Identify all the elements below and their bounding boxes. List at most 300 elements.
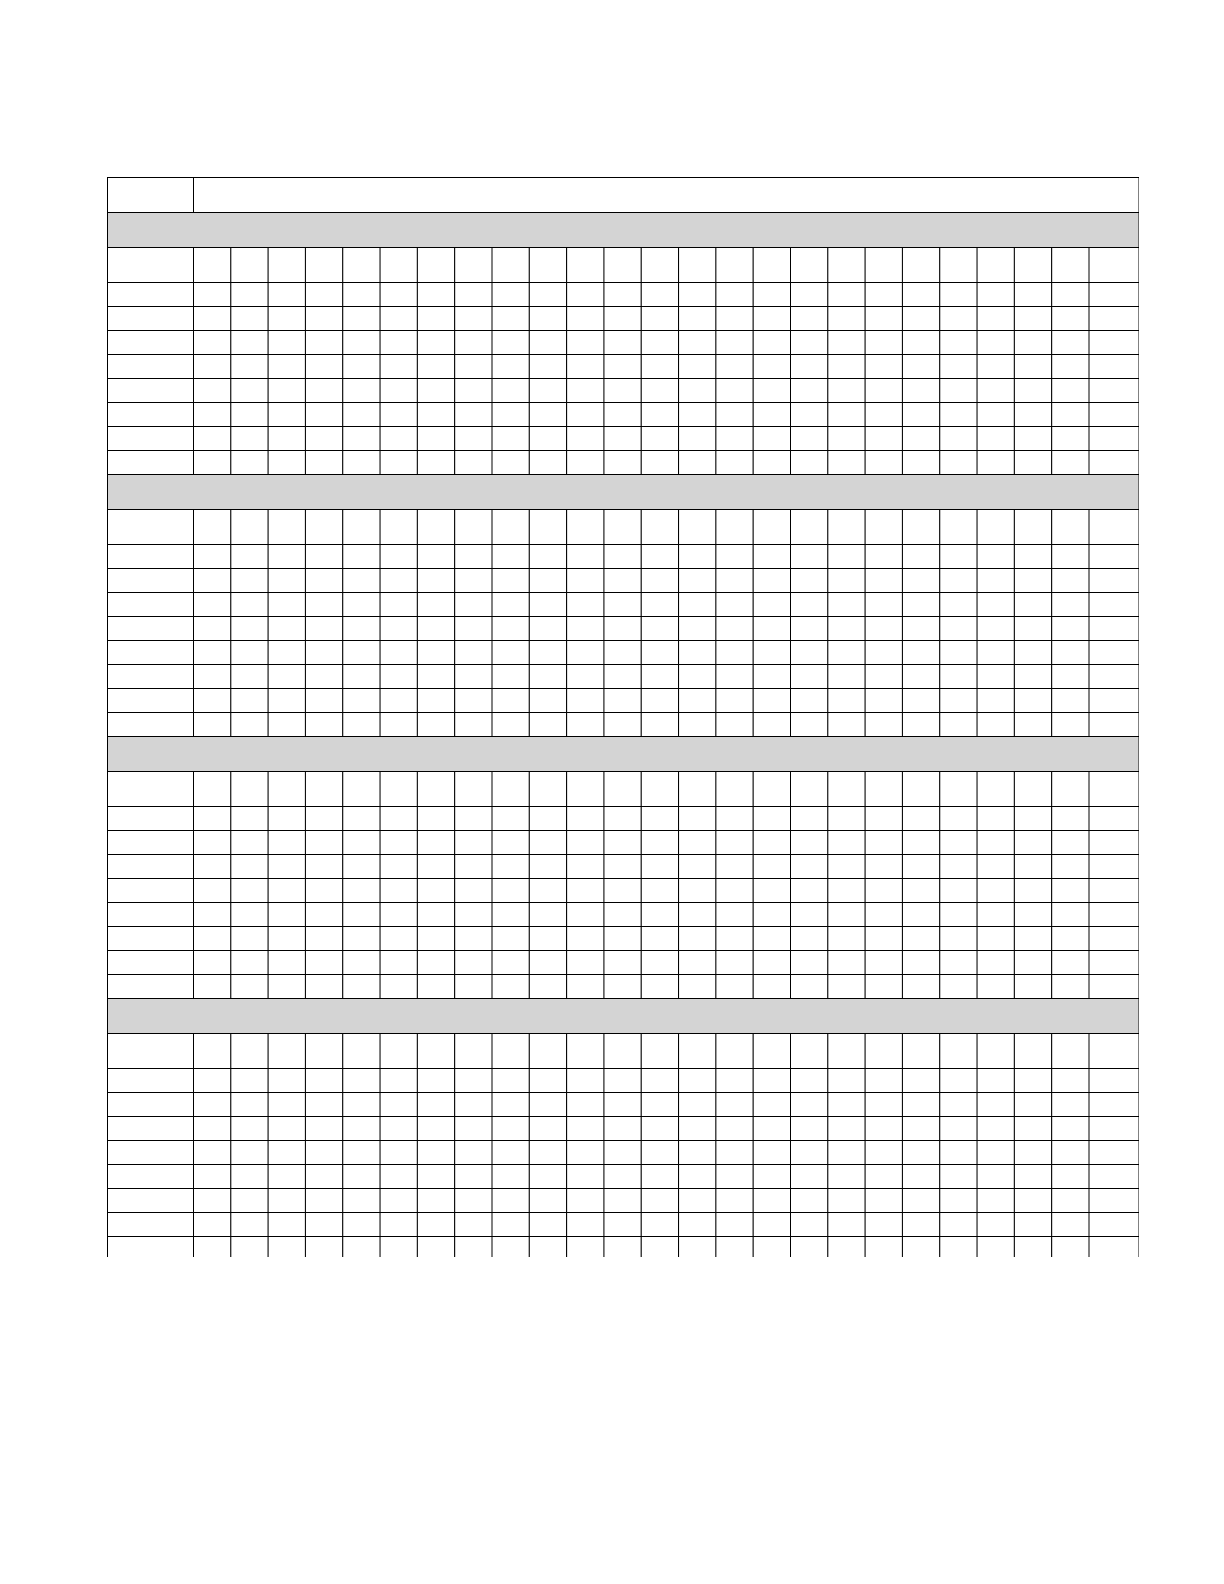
- grid-cell: [231, 975, 268, 999]
- grid-cell: [791, 1165, 828, 1189]
- grid-cell: [977, 831, 1014, 855]
- grid-cell: [380, 307, 417, 331]
- grid-cell: [753, 807, 790, 831]
- grid-cell: [977, 665, 1014, 689]
- grid-cell: [417, 248, 454, 283]
- grid-cell: [679, 713, 716, 737]
- grid-cell: [380, 283, 417, 307]
- grid-cell: [753, 331, 790, 355]
- grid-cell: [679, 545, 716, 569]
- grid-cell: [679, 427, 716, 451]
- grid-cell: [1052, 903, 1089, 927]
- grid-cell: [194, 593, 231, 617]
- grid-cell: [641, 617, 678, 641]
- section-band-4: [108, 999, 1140, 1034]
- grid-cell: [492, 1093, 529, 1117]
- grid-cell: [679, 1034, 716, 1069]
- grid-cell: [1014, 1117, 1051, 1141]
- grid-cell: [902, 1213, 939, 1237]
- grid-cell: [529, 403, 566, 427]
- grid-cell: [492, 951, 529, 975]
- grid-cell: [529, 248, 566, 283]
- grid-cell: [268, 903, 305, 927]
- grid-cell: [529, 1069, 566, 1093]
- grid-cell: [1014, 807, 1051, 831]
- grid-cell: [194, 1189, 231, 1213]
- grid-cell: [455, 903, 492, 927]
- grid-cell: [417, 593, 454, 617]
- grid-cell: [1052, 1141, 1089, 1165]
- grid-cell: [902, 1034, 939, 1069]
- grid-cell: [641, 879, 678, 903]
- grid-cell: [791, 855, 828, 879]
- grid-cell: [902, 951, 939, 975]
- grid-cell: [679, 569, 716, 593]
- grid-cell: [977, 855, 1014, 879]
- grid-cell: [1052, 451, 1089, 475]
- grid-cell: [380, 713, 417, 737]
- grid-cell: [417, 903, 454, 927]
- grid-cell: [417, 855, 454, 879]
- grid-cell: [940, 569, 977, 593]
- grid-cell: [641, 283, 678, 307]
- grid-cell: [828, 975, 865, 999]
- grid-cell: [343, 1141, 380, 1165]
- grid-cell: [492, 772, 529, 807]
- grid-cell: [940, 713, 977, 737]
- grid-cell: [1052, 855, 1089, 879]
- grid-cell: [380, 248, 417, 283]
- grid-cell: [1014, 593, 1051, 617]
- grid-cell: [529, 903, 566, 927]
- grid-cell: [567, 641, 604, 665]
- grid-cell: [977, 283, 1014, 307]
- grid-cell: [791, 1093, 828, 1117]
- grid-cell: [902, 903, 939, 927]
- grid-cell: [492, 403, 529, 427]
- grid-cell: [679, 403, 716, 427]
- grid-cell: [529, 855, 566, 879]
- grid-cell: [194, 617, 231, 641]
- grid-cell: [529, 807, 566, 831]
- grid-cell: [865, 879, 902, 903]
- grid-cell: [529, 593, 566, 617]
- grid-cell: [940, 927, 977, 951]
- grid-cell: [343, 975, 380, 999]
- grid-cell: [194, 379, 231, 403]
- grid-cell: [791, 1069, 828, 1093]
- grid-cell: [455, 593, 492, 617]
- grid-cell: [753, 713, 790, 737]
- grid-cell: [902, 975, 939, 999]
- row-label-cell: [108, 831, 194, 855]
- grid-cell: [567, 307, 604, 331]
- row-label-cell: [108, 307, 194, 331]
- grid-cell: [828, 772, 865, 807]
- grid-cell: [791, 1117, 828, 1141]
- grid-cell: [641, 427, 678, 451]
- grid-cell: [902, 879, 939, 903]
- grid-cell: [902, 593, 939, 617]
- grid-cell: [529, 355, 566, 379]
- grid-cell: [417, 545, 454, 569]
- grid-cell: [417, 713, 454, 737]
- grid-cell: [305, 379, 342, 403]
- grid-cell: [305, 689, 342, 713]
- grid-cell: [305, 451, 342, 475]
- grid-cell: [343, 927, 380, 951]
- grid-cell: [977, 927, 1014, 951]
- grid-cell: [753, 1141, 790, 1165]
- grid-cell: [1014, 1069, 1051, 1093]
- grid-cell: [828, 1069, 865, 1093]
- grid-cell: [977, 879, 1014, 903]
- grid-cell: [417, 879, 454, 903]
- grid-cell: [529, 617, 566, 641]
- grid-cell: [455, 283, 492, 307]
- grid-cell: [940, 1034, 977, 1069]
- grid-cell: [455, 569, 492, 593]
- grid-cell: [940, 617, 977, 641]
- grid-cell: [194, 569, 231, 593]
- grid-cell: [753, 903, 790, 927]
- grid-cell: [641, 1237, 678, 1258]
- grid-cell: [791, 927, 828, 951]
- grid-cell: [716, 307, 753, 331]
- grid-cell: [194, 307, 231, 331]
- grid-cell: [641, 1093, 678, 1117]
- grid-cell: [194, 1069, 231, 1093]
- grid-cell: [977, 331, 1014, 355]
- grid-cell: [1089, 510, 1139, 545]
- grid-cell: [641, 248, 678, 283]
- grid-cell: [716, 772, 753, 807]
- grid-cell: [753, 451, 790, 475]
- grid-cell: [305, 355, 342, 379]
- grid-cell: [977, 451, 1014, 475]
- grid-cell: [679, 1117, 716, 1141]
- grid-cell: [194, 689, 231, 713]
- grid-cell: [268, 807, 305, 831]
- grid-cell: [268, 283, 305, 307]
- grid-cell: [380, 1093, 417, 1117]
- grid-cell: [380, 427, 417, 451]
- grid-cell: [716, 510, 753, 545]
- grid-cell: [1014, 427, 1051, 451]
- grid-cell: [940, 1189, 977, 1213]
- grid-cell: [343, 379, 380, 403]
- grid-cell: [716, 1213, 753, 1237]
- grid-cell: [567, 975, 604, 999]
- grid-cell: [417, 641, 454, 665]
- grid-cell: [940, 283, 977, 307]
- grid-cell: [828, 665, 865, 689]
- grid-cell: [641, 451, 678, 475]
- grid-cell: [380, 331, 417, 355]
- grid-cell: [343, 427, 380, 451]
- grid-cell: [716, 427, 753, 451]
- grid-cell: [716, 855, 753, 879]
- grid-cell: [641, 331, 678, 355]
- section-band-3: [108, 737, 1140, 772]
- grid-cell: [828, 689, 865, 713]
- grid-cell: [753, 879, 790, 903]
- grid-cell: [231, 355, 268, 379]
- grid-cell: [1014, 1034, 1051, 1069]
- grid-cell: [455, 879, 492, 903]
- row-label-cell: [108, 1165, 194, 1189]
- grid-cell: [1089, 772, 1139, 807]
- grid-cell: [1089, 689, 1139, 713]
- grid-cell: [865, 451, 902, 475]
- grid-cell: [1052, 331, 1089, 355]
- grid-cell: [716, 1141, 753, 1165]
- grid-cell: [865, 772, 902, 807]
- grid-cell: [865, 355, 902, 379]
- grid-cell: [529, 689, 566, 713]
- grid-cell: [455, 665, 492, 689]
- grid-cell: [305, 1237, 342, 1258]
- grid-cell: [865, 283, 902, 307]
- grid-cell: [940, 593, 977, 617]
- grid-cell: [1052, 427, 1089, 451]
- grid-cell: [305, 510, 342, 545]
- grid-cell: [492, 617, 529, 641]
- grid-cell: [492, 331, 529, 355]
- grid-cell: [791, 545, 828, 569]
- grid-cell: [567, 807, 604, 831]
- grid-cell: [1089, 1117, 1139, 1141]
- grid-cell: [492, 1034, 529, 1069]
- grid-cell: [455, 927, 492, 951]
- grid-cell: [343, 545, 380, 569]
- grid-cell: [1089, 1141, 1139, 1165]
- grid-cell: [604, 713, 641, 737]
- grid-cell: [194, 927, 231, 951]
- row-label-cell: [108, 427, 194, 451]
- grid-cell: [417, 807, 454, 831]
- grid-cell: [305, 1117, 342, 1141]
- row-label-cell: [108, 713, 194, 737]
- grid-cell: [716, 927, 753, 951]
- grid-cell: [380, 403, 417, 427]
- grid-cell: [940, 1213, 977, 1237]
- grid-cell: [791, 451, 828, 475]
- grid-cell: [865, 248, 902, 283]
- grid-cell: [641, 1189, 678, 1213]
- grid-cell: [1089, 1189, 1139, 1213]
- grid-cell: [828, 617, 865, 641]
- grid-cell: [231, 641, 268, 665]
- grid-cell: [417, 1034, 454, 1069]
- grid-cell: [231, 569, 268, 593]
- grid-cell: [902, 807, 939, 831]
- grid-cell: [1014, 355, 1051, 379]
- row-label-cell: [108, 355, 194, 379]
- grid-cell: [492, 879, 529, 903]
- grid-cell: [1014, 1165, 1051, 1189]
- grid-cell: [305, 1213, 342, 1237]
- grid-cell: [1089, 1034, 1139, 1069]
- grid-cell: [716, 593, 753, 617]
- grid-cell: [1014, 403, 1051, 427]
- grid-cell: [641, 855, 678, 879]
- grid-cell: [567, 831, 604, 855]
- grid-cell: [828, 1034, 865, 1069]
- grid-cell: [343, 855, 380, 879]
- grid-cell: [865, 307, 902, 331]
- grid-cell: [828, 903, 865, 927]
- grid-cell: [865, 689, 902, 713]
- grid-cell: [417, 355, 454, 379]
- grid-cell: [417, 1189, 454, 1213]
- grid-cell: [716, 903, 753, 927]
- grid-cell: [791, 379, 828, 403]
- grid-cell: [492, 569, 529, 593]
- grid-cell: [268, 951, 305, 975]
- grid-cell: [865, 807, 902, 831]
- grid-cell: [455, 379, 492, 403]
- grid-cell: [865, 379, 902, 403]
- grid-cell: [679, 307, 716, 331]
- grid-cell: [865, 1189, 902, 1213]
- grid-cell: [753, 403, 790, 427]
- grid-cell: [753, 1117, 790, 1141]
- grid-cell: [679, 248, 716, 283]
- grid-cell: [567, 927, 604, 951]
- grid-cell: [604, 307, 641, 331]
- grid-cell: [417, 927, 454, 951]
- grid-cell: [940, 831, 977, 855]
- grid-cell: [268, 641, 305, 665]
- grid-cell: [194, 772, 231, 807]
- grid-cell: [380, 617, 417, 641]
- grid-cell: [455, 1117, 492, 1141]
- grid-cell: [417, 1237, 454, 1258]
- grid-cell: [753, 307, 790, 331]
- grid-cell: [753, 1237, 790, 1258]
- grid-cell: [940, 1069, 977, 1093]
- grid-cell: [492, 1237, 529, 1258]
- grid-cell: [791, 879, 828, 903]
- grid-cell: [268, 665, 305, 689]
- grid-cell: [753, 975, 790, 999]
- grid-cell: [902, 641, 939, 665]
- grid-cell: [1014, 331, 1051, 355]
- grid-cell: [604, 1117, 641, 1141]
- grid-cell: [940, 331, 977, 355]
- row-label-cell: [108, 283, 194, 307]
- grid-cell: [902, 831, 939, 855]
- section-band-1: [108, 213, 1140, 248]
- grid-cell: [529, 427, 566, 451]
- grid-cell: [529, 283, 566, 307]
- grid-cell: [529, 331, 566, 355]
- grid-cell: [417, 617, 454, 641]
- grid-cell: [604, 545, 641, 569]
- grid-cell: [268, 713, 305, 737]
- grid-cell: [305, 927, 342, 951]
- grid-cell: [492, 248, 529, 283]
- grid-cell: [1014, 903, 1051, 927]
- grid-cell: [231, 307, 268, 331]
- grid-cell: [977, 379, 1014, 403]
- grid-cell: [940, 879, 977, 903]
- grid-cell: [753, 689, 790, 713]
- row-label-cell: [108, 1093, 194, 1117]
- grid-cell: [828, 855, 865, 879]
- grid-cell: [753, 1165, 790, 1189]
- grid-cell: [380, 807, 417, 831]
- grid-cell: [1014, 951, 1051, 975]
- grid-cell: [641, 403, 678, 427]
- grid-cell: [492, 855, 529, 879]
- grid-cell: [1052, 510, 1089, 545]
- grid-cell: [977, 355, 1014, 379]
- grid-cell: [417, 1117, 454, 1141]
- grid-cell: [492, 1117, 529, 1141]
- grid-cell: [380, 1213, 417, 1237]
- grid-cell: [679, 641, 716, 665]
- grid-cell: [380, 772, 417, 807]
- grid-cell: [567, 1237, 604, 1258]
- grid-cell: [902, 772, 939, 807]
- grid-cell: [1014, 831, 1051, 855]
- grid-cell: [977, 545, 1014, 569]
- grid-cell: [865, 569, 902, 593]
- grid-cell: [865, 1034, 902, 1069]
- grid-cell: [529, 641, 566, 665]
- row-label-cell: [108, 1069, 194, 1093]
- grid-cell: [268, 355, 305, 379]
- grid-cell: [940, 1141, 977, 1165]
- grid-cell: [492, 451, 529, 475]
- grid-cell: [865, 855, 902, 879]
- grid-cell: [902, 665, 939, 689]
- grid-cell: [194, 903, 231, 927]
- row-label-cell: [108, 927, 194, 951]
- grid-cell: [641, 510, 678, 545]
- grid-cell: [977, 403, 1014, 427]
- grid-cell: [1089, 283, 1139, 307]
- grid-cell: [492, 1165, 529, 1189]
- grid-cell: [716, 331, 753, 355]
- row-label-cell: [108, 569, 194, 593]
- grid-cell: [231, 1213, 268, 1237]
- grid-cell: [791, 1237, 828, 1258]
- grid-cell: [343, 879, 380, 903]
- grid-cell: [679, 617, 716, 641]
- grid-cell: [194, 1093, 231, 1117]
- row-label-cell: [108, 248, 194, 283]
- row-label-cell: [108, 879, 194, 903]
- grid-cell: [865, 951, 902, 975]
- grid-cell: [753, 1093, 790, 1117]
- grid-cell: [828, 1237, 865, 1258]
- grid-cell: [977, 248, 1014, 283]
- grid-cell: [1014, 1141, 1051, 1165]
- grid-cell: [1089, 665, 1139, 689]
- grid-cell: [455, 307, 492, 331]
- grid-cell: [977, 593, 1014, 617]
- grid-cell: [268, 1189, 305, 1213]
- row-label-cell: [108, 975, 194, 999]
- grid-cell: [343, 713, 380, 737]
- grid-cell: [231, 855, 268, 879]
- grid-cell: [716, 248, 753, 283]
- grid-cell: [1052, 1189, 1089, 1213]
- grid-cell: [231, 831, 268, 855]
